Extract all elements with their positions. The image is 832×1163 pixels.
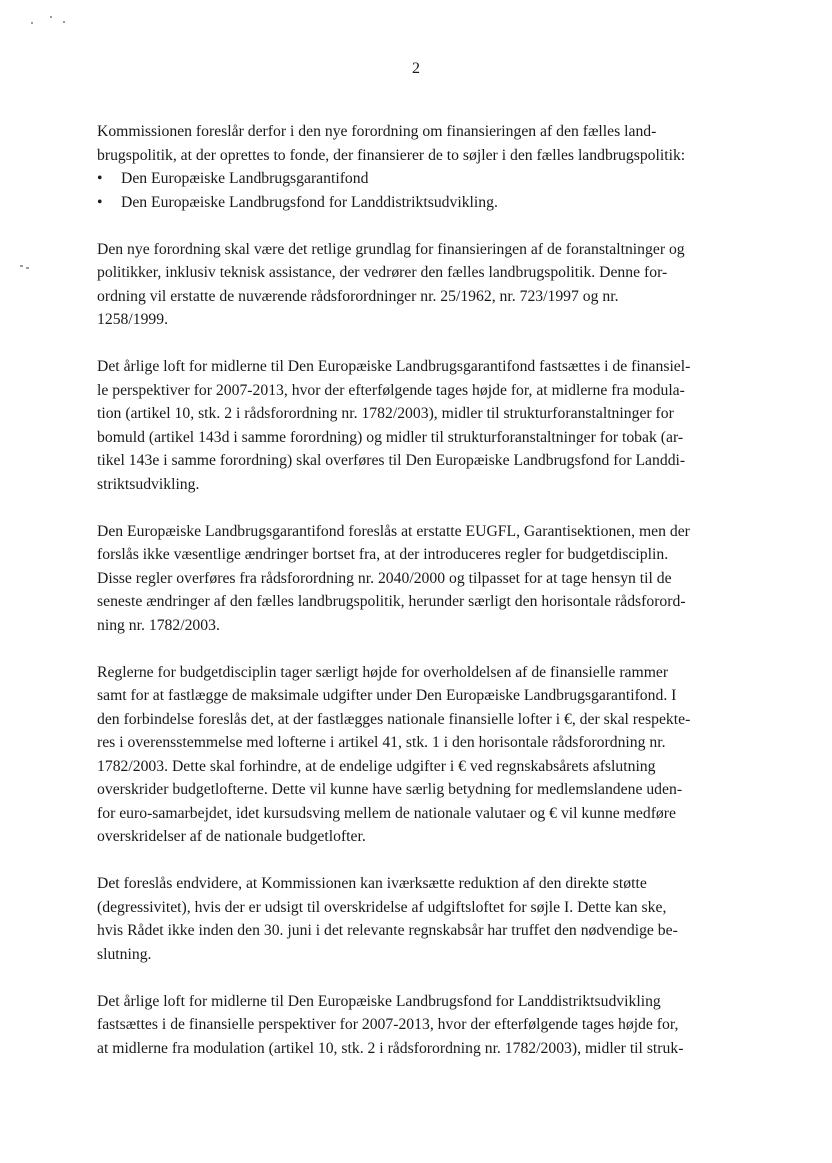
document-body <box>97 120 737 1084</box>
list-item <box>97 191 737 215</box>
text-line: Det foreslås endvidere, at Kommissionen kan iværksætte reduktion af den direkte støtte <box>97 875 647 892</box>
text-line: le perspektiver for 2007-2013, hvor der efterfølgende tages højde for, at midlerne fra modula- <box>97 381 685 399</box>
text-line: tikel 143e i samme forordning) skal overføres til Den Europæiske Landbrugsfond for Landdi- <box>97 452 686 469</box>
text-line: Det årlige loft for midlerne til Den Europæiske Landbrugsfond for Landdistriktsudvikling <box>97 992 661 1010</box>
text-line: seneste ændringer af den fælles landbrugspolitik, herunder særligt den horisontale rådsforord- <box>97 593 686 610</box>
paragraph <box>97 990 737 1061</box>
text-line: res i overensstemmelse med lofterne i artikel 41, stk. 1 i den horisontale rådsforordning nr. <box>97 734 666 751</box>
scan-speck <box>50 16 52 18</box>
text-line: for euro-samarbejdet, idet kursudsving mellem de nationale valutaer og € vil kunne medføre <box>97 804 676 822</box>
scan-speck <box>31 22 33 24</box>
text-line: bomuld (artikel 143d i samme forordning) og midler til strukturforanstaltninger for tobak (ar- <box>97 428 684 446</box>
text-line: overskrider budgetlofterne. Dette vil kunne have særlig betydning for medlemslandene uden- <box>97 781 683 798</box>
text-line: Det årlige loft for midlerne til Den Europæiske Landbrugsgarantifond fastsættes i de finansiel- <box>97 358 691 375</box>
text-line: fastsættes i de finansielle perspektiver for 2007-2013, hvor der efterfølgende tages højde for, <box>97 1016 679 1033</box>
scan-speck <box>20 265 23 267</box>
scan-speck <box>26 267 29 269</box>
list-item-text: Den Europæiske Landbrugsfond for Landdistriktsudvikling. <box>121 193 498 211</box>
paragraph <box>97 355 737 496</box>
list-item-text: Den Europæiske Landbrugsgarantifond <box>121 170 369 187</box>
text-line: ning nr. 1782/2003. <box>97 616 220 634</box>
text-line: Kommissionen foreslår derfor i den nye forordning om finansieringen af den fælles land- <box>97 123 657 140</box>
text-line: ordning vil erstatte de nuværende rådsforordninger nr. 25/1962, nr. 723/1997 og nr. <box>97 287 619 305</box>
text-line: Den Europæiske Landbrugsgarantifond foreslås at erstatte EUGFL, Garantisektionen, men der <box>97 522 690 540</box>
fund-list <box>97 167 737 214</box>
text-line: at midlerne fra modulation (artikel 10, stk. 2 i rådsforordning nr. 1782/2003), midler til struk- <box>97 1039 684 1057</box>
text-line: tion (artikel 10, stk. 2 i rådsforordning nr. 1782/2003), midler til strukturforanstaltninger for <box>97 405 674 422</box>
paragraph <box>97 661 737 849</box>
intro-paragraph <box>97 120 737 167</box>
text-line: forslås ikke væsentlige ændringer bortset fra, at der introduceres regler for budgetdisciplin. <box>97 546 669 563</box>
text-line: Reglerne for budgetdisciplin tager særligt højde for overholdelsen af de finansielle rammer <box>97 663 669 681</box>
paragraph <box>97 238 737 332</box>
text-line: den forbindelse foreslås det, at der fastlægges nationale finansielle lofter i €, der skal respekte- <box>97 710 691 728</box>
text-line: Disse regler overføres fra rådsforordning nr. 2040/2000 og tilpasset for at tage hensyn til de <box>97 569 672 587</box>
scan-speck <box>63 21 65 23</box>
text-line: Den nye forordning skal være det retlige grundlag for finansieringen af de foranstaltninger og <box>97 240 685 258</box>
bullet-icon: • <box>97 170 103 187</box>
text-line: samt for at fastlægge de maksimale udgifter under Den Europæiske Landbrugsgarantifond. I <box>97 687 677 704</box>
text-line: brugspolitik, at der oprettes to fonde, der finansierer de to søjler i den fælles landbrugspolitik: <box>97 146 686 164</box>
text-line: striktsudvikling. <box>97 475 200 493</box>
paragraph <box>97 872 737 966</box>
text-line: overskridelser af de nationale budgetlofter. <box>97 828 366 845</box>
text-line: (degressivitet), hvis der er udsigt til overskridelse af udgiftsloftet for søjle I. Dette kan ske, <box>97 898 667 916</box>
text-line: slutning. <box>97 945 152 963</box>
page-number: 2 <box>412 60 420 77</box>
text-line: hvis Rådet ikke inden den 30. juni i det relevante regnskabsår har truffet den nødvendige be- <box>97 922 678 939</box>
text-line: politikker, inklusiv teknisk assistance, der vedrører den fælles landbrugspolitik. Denne for- <box>97 264 668 281</box>
text-line: 1258/1999. <box>97 311 169 328</box>
text-line: 1782/2003. Dette skal forhindre, at de endelige udgifter i € ved regnskabsårets afslutning <box>97 757 656 775</box>
paragraph <box>97 520 737 638</box>
bullet-icon: • <box>97 193 103 211</box>
list-item <box>97 167 737 191</box>
